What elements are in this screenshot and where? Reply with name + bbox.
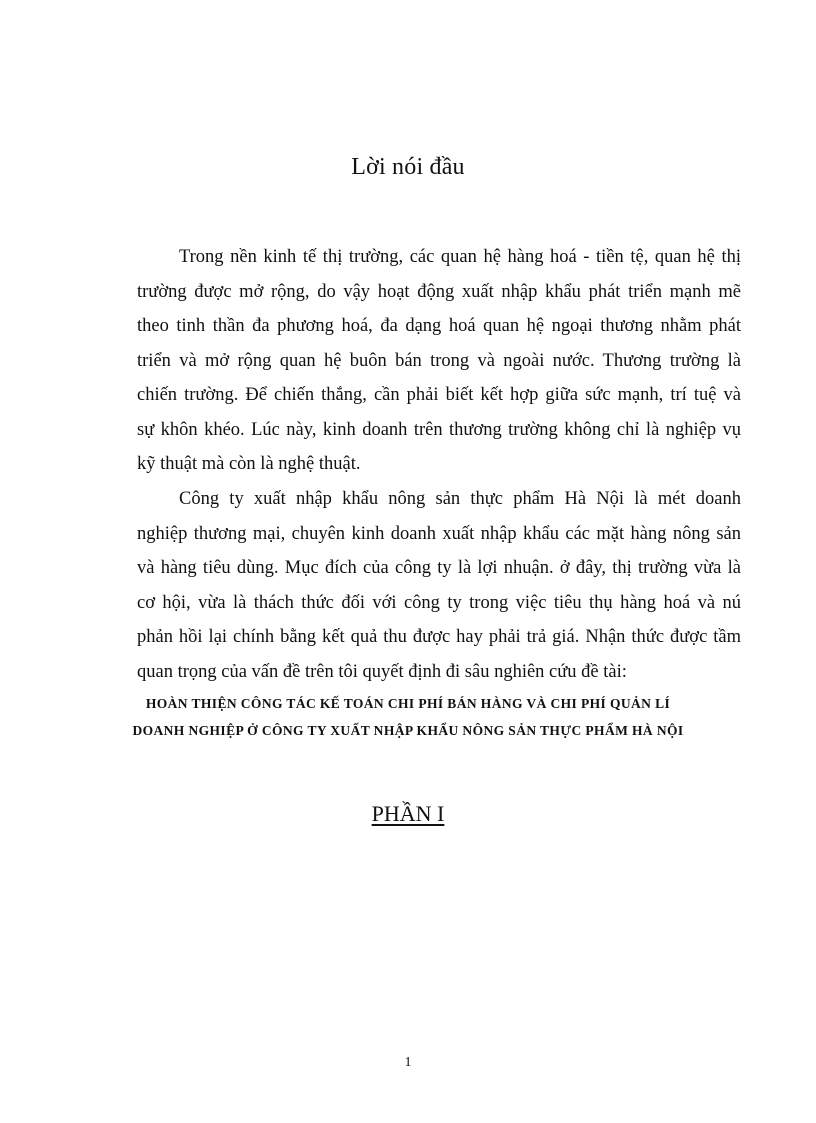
page-number: 1 — [404, 1055, 412, 1070]
paragraph-line: chiến trường. Để chiến thắng, cần phải biết kết hợp giữa sức mạnh, trí tuệ và — [137, 385, 741, 405]
paragraph-line: sự khôn khéo. Lúc này, kinh doanh trên thương trường không chỉ là nghiệp vụ — [137, 419, 741, 440]
paragraph-line: nghiệp thương mại, chuyên kinh doanh xuất nhập khẩu các mặt hàng nông sản — [137, 523, 741, 544]
paragraph-line: cơ hội, vừa là thách thức đối với công ty trong việc tiêu thụ hàng hoá và nú — [137, 592, 741, 613]
paragraph-line: Trong nền kinh tế thị trường, các quan hệ hàng hoá - tiền tệ, quan hệ thị — [179, 247, 741, 267]
paragraph-line: trường được mở rộng, do vậy hoạt động xuất nhập khẩu phát triển mạnh mẽ — [137, 281, 741, 302]
paragraph-line: theo tinh thần đa phương hoá, đa dạng hoá quan hệ ngoại thương nhằm phát — [137, 316, 741, 336]
page-title: Lời nói đầu — [351, 154, 465, 180]
thesis-subject-line-2: DOANH NGHIỆP Ở CÔNG TY XUẤT NHẬP KHẨU NÔNG SẢN THỰC PHẨM HÀ NỘI — [132, 723, 684, 738]
paragraph-line: quan trọng của vấn đề trên tôi quyết định đi sâu nghiên cứu đề tài: — [137, 661, 627, 682]
paragraph-line: và hàng tiêu dùng. Mục đích của công ty là lợi nhuận. ở đây, thị trường vừa là — [137, 558, 741, 578]
intro-paragraph-2 — [137, 482, 741, 689]
paragraph-line: triển và mở rộng quan hệ buôn bán trong và ngoài nước. Thương trường là — [137, 350, 741, 371]
paragraph-line: phản hồi lại chính bằng kết quả thu được hay phải trả giá. Nhận thức được tầm — [137, 627, 741, 647]
paragraph-line: Công ty xuất nhập khẩu nông sản thực phẩm Hà Nội là mét doanh — [179, 489, 741, 509]
intro-paragraph-1 — [137, 240, 741, 482]
part-heading — [0, 800, 816, 828]
paragraph-line: kỹ thuật mà còn là nghệ thuật. — [137, 454, 361, 474]
thesis-subject-line-1: HOÀN THIỆN CÔNG TÁC KẾ TOÁN CHI PHÍ BÁN HÀNG VÀ CHI PHÍ QUẢN LÍ — [145, 696, 671, 711]
part-heading-text: PHẦN I — [371, 801, 445, 826]
